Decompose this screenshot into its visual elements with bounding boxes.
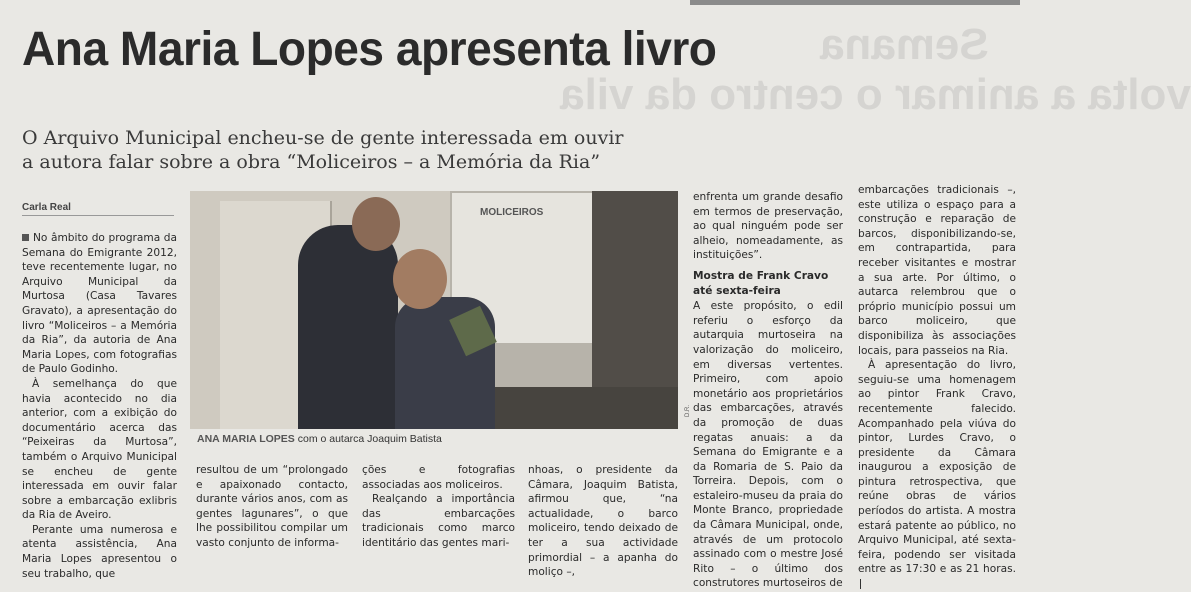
subheading-line: Mostra de Frank Cravo [693,269,829,282]
body-paragraph: Realçando a importância das embarcações tradicionais como marco identitário das gentes mari- [362,493,515,549]
body-paragraph: À semelhança do que havia acontecido no dia anterior, com a exibição do documentário acerca das “Peixeiras da Murtosa”, também o Arquivo Municipal se encheu de gente interessada em ouvir falar sobre a embarcação exlibris da Ria de Aveiro. [22,377,177,522]
caption-name: ANA MARIA LOPES [197,433,295,445]
article-column-2 [196,463,348,551]
headline: Ana Maria Lopes apresenta livro [22,23,717,76]
lead-line: O Arquivo Municipal encheu-se de gente interessada em ouvir [22,127,624,149]
caption-text: com o autarca Joaquim Batista [294,433,442,445]
body-paragraph: nhoas, o presidente da Câmara, Joaquim Batista, afirmou que, “na actualidade, o barco moliceiro, tendo deixado de ter a sua actividade primordial – a apanha do moliço –, [528,464,678,579]
bleed-through-text: Semana [820,20,989,69]
projection-title: MOLICEIROS [480,207,544,218]
article-column-6 [858,183,1016,592]
byline: Carla Real [22,202,174,216]
article-photo [190,191,678,429]
photo-credit: D.R. [685,405,691,417]
article-column-1 [22,231,177,581]
subheading-line: até sexta-feira [693,284,781,297]
lead-paragraph [22,126,662,174]
photo-caption [197,433,442,445]
lead-line: a autora falar sobre a obra “Moliceiros – a Memória da Ria” [22,151,601,173]
top-rule [690,0,1020,5]
article-column-4 [528,463,678,580]
article-column-3 [362,463,515,551]
article-column-5 [693,190,843,591]
body-paragraph: resultou de um “prolongado e apaixonado contacto, durante vários anos, com as gentes lagunares”, o que lhe possibilitou compilar um vasto conjunto de informa- [196,464,348,549]
paragraph-marker-icon [22,234,29,241]
body-paragraph: enfrenta um grande desafio em termos de preservação, ao qual ninguém pode ser alheio, nomeadamente, as instituições”. [693,191,843,262]
body-paragraph: À apresentação do livro, seguiu-se uma homenagem ao pintor Frank Cravo, recentemente falecido. Acompanhado pela viúva do pintor, Lurdes Cravo, o presidente da Câmara inaugurou a exposição de pintura retrospectiva, que reúne obras de vários períodos do artista. A mostra estará patente ao público, no Arquivo Municipal, até sexta-feira, podendo ser visitada entre as 17:30 e as 21 horas. [858,359,1016,576]
body-paragraph: Perante uma numerosa e atenta assistência, Ana Maria Lopes apresentou o seu trabalho, que [22,523,177,580]
subheading [693,269,843,298]
body-paragraph: No âmbito do programa da Semana do Emigrante 2012, teve recentemente lugar, no Arquivo Municipal da Murtosa (Casa Tavares Gravato), a apresentação do livro “Moliceiros – a Memória da Ria”, da autoria de Ana Maria Lopes, com fotografias de Paulo Godinho. [22,232,177,376]
body-paragraph: embarcações tradicionais –, este utiliza o espaço para a construção e reparação de barcos, disponibilizando-se, em contrapartida, para receber visitantes e mostrar a sua arte. Por último, o autarca relembrou que o próprio município possui um barco moliceiro, que disponibiliza às associações locais, para passeios na Ria. [858,184,1016,357]
person-figure [298,225,398,429]
body-paragraph: ções e fotografias associadas aos moliceiros. [362,464,515,491]
end-mark-icon [860,579,861,589]
bleed-through-text: volta a animar o centro da vila [560,70,1191,119]
body-paragraph: A este propósito, o edil referiu o esforço da autarquia murtoseira na valorização do moliceiro, em diversas vertentes. Primeiro, com apoio monetário aos proprietários das embarcações, através da promoção de duas regatas anuais: a da Semana do Emigrante e a da Romaria de S. Paio da Torreira. Depois, com o estaleiro-museu da praia do Monte Branco, propriedade da Câmara Municipal, onde, através de um protocolo assinado com o mestre José Rito – o último dos construtores murtoseiros de [693,300,843,590]
